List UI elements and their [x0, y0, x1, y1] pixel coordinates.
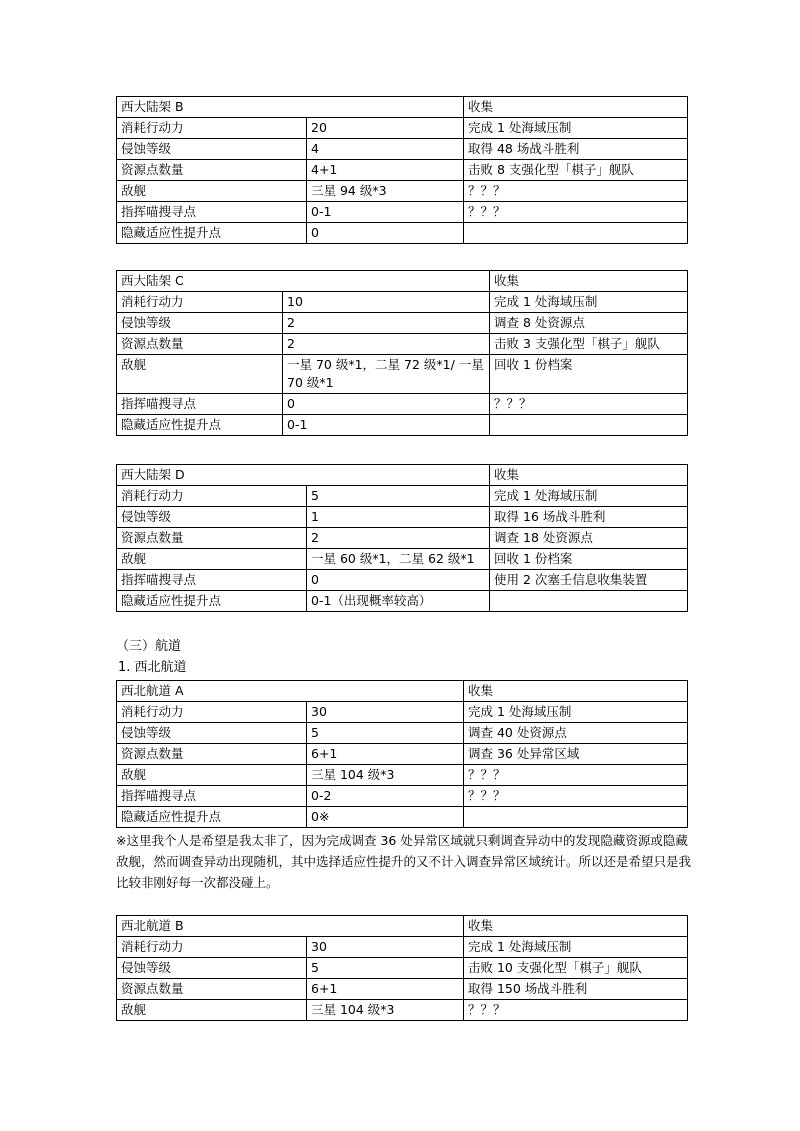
table-row [117, 786, 688, 807]
table-row [117, 394, 688, 415]
row-label: 敌舰 [117, 765, 307, 786]
table-header-row [117, 97, 688, 118]
table-header-row [117, 916, 688, 937]
row-collect: 完成 1 处海域压制 [464, 702, 688, 723]
table-row [117, 937, 688, 958]
row-label: 指挥喵搜寻点 [117, 394, 283, 415]
table-row [117, 765, 688, 786]
table-title: 西大陆架 B [117, 97, 464, 118]
row-collect: ？？？ [464, 786, 688, 807]
row-label: 消耗行动力 [117, 937, 307, 958]
row-value: 2 [283, 334, 490, 355]
row-label: 消耗行动力 [117, 292, 283, 313]
table-row [117, 807, 688, 828]
table-row [117, 591, 688, 612]
table-row [117, 744, 688, 765]
table-row [117, 507, 688, 528]
row-label: 指挥喵搜寻点 [117, 786, 307, 807]
row-label: 资源点数量 [117, 979, 307, 1000]
row-label: 消耗行动力 [117, 118, 307, 139]
table-row [117, 528, 688, 549]
row-label: 敌舰 [117, 549, 307, 570]
table-row [117, 160, 688, 181]
table-row [117, 702, 688, 723]
table-west-shelf-c [116, 270, 688, 436]
row-label: 资源点数量 [117, 334, 283, 355]
row-collect: ？？？ [490, 394, 688, 415]
row-label: 消耗行动力 [117, 702, 307, 723]
row-value: 1 [307, 507, 490, 528]
table-row [117, 570, 688, 591]
row-value: 0※ [307, 807, 464, 828]
row-value: 一星 70 级*1，二星 72 级*1/ 一星 70 级*1 [283, 355, 490, 394]
row-value: 5 [307, 958, 464, 979]
row-collect [490, 415, 688, 436]
table-row [117, 139, 688, 160]
table-row [117, 181, 688, 202]
row-label: 资源点数量 [117, 744, 307, 765]
row-collect: 调查 40 处资源点 [464, 723, 688, 744]
row-label: 消耗行动力 [117, 486, 307, 507]
collect-header: 收集 [490, 271, 688, 292]
table-row [117, 334, 688, 355]
row-value: 5 [307, 723, 464, 744]
table-row [117, 958, 688, 979]
row-value: 一星 60 级*1，二星 62 级*1 [307, 549, 490, 570]
row-label: 资源点数量 [117, 528, 307, 549]
row-label: 隐藏适应性提升点 [117, 415, 283, 436]
table-row [117, 486, 688, 507]
row-collect: 完成 1 处海域压制 [490, 292, 688, 313]
row-collect: 取得 48 场战斗胜利 [464, 139, 688, 160]
row-label: 侵蚀等级 [117, 958, 307, 979]
table-title: 西北航道 B [117, 916, 464, 937]
row-label: 侵蚀等级 [117, 507, 307, 528]
row-value: 0-1（出现概率较高） [307, 591, 490, 612]
row-collect: ？？？ [464, 1000, 688, 1021]
row-value: 6+1 [307, 744, 464, 765]
table-row [117, 723, 688, 744]
row-value: 4 [307, 139, 464, 160]
row-label: 敌舰 [117, 355, 283, 394]
row-label: 侵蚀等级 [117, 723, 307, 744]
table-title: 西大陆架 D [117, 465, 490, 486]
row-collect: ？？？ [464, 765, 688, 786]
row-value: 4+1 [307, 160, 464, 181]
table-header-row [117, 681, 688, 702]
row-value: 10 [283, 292, 490, 313]
table-row [117, 223, 688, 244]
row-collect: 回收 1 份档案 [490, 355, 688, 394]
table-row [117, 202, 688, 223]
collect-header: 收集 [490, 465, 688, 486]
row-label: 隐藏适应性提升点 [117, 223, 307, 244]
row-collect: ？？？ [464, 202, 688, 223]
row-collect: 调查 36 处异常区域 [464, 744, 688, 765]
row-value: 30 [307, 937, 464, 958]
table-row [117, 118, 688, 139]
row-value: 0-1 [307, 202, 464, 223]
row-collect: 完成 1 处海域压制 [490, 486, 688, 507]
table-header-row [117, 465, 688, 486]
row-collect [464, 807, 688, 828]
row-value: 三星 104 级*3 [307, 765, 464, 786]
row-collect: 取得 16 场战斗胜利 [490, 507, 688, 528]
collect-header: 收集 [464, 916, 688, 937]
table-title: 西大陆架 C [117, 271, 490, 292]
row-collect: 取得 150 场战斗胜利 [464, 979, 688, 1000]
table-row [117, 415, 688, 436]
row-label: 指挥喵搜寻点 [117, 570, 307, 591]
row-label: 指挥喵搜寻点 [117, 202, 307, 223]
row-value: 三星 94 级*3 [307, 181, 464, 202]
row-label: 隐藏适应性提升点 [117, 591, 307, 612]
table-row [117, 979, 688, 1000]
table-northwest-passage-b [116, 915, 688, 1021]
row-value: 6+1 [307, 979, 464, 1000]
row-collect: 完成 1 处海域压制 [464, 937, 688, 958]
footnote: ※这里我个人是希望是我太非了，因为完成调查 36 处异常区域就只剩调查异动中的发现隐藏资源或隐藏敌舰，然而调查异动出现随机，其中选择适应性提升的又不计入调查异常区域统计。所以还是希望只是我比较非刚好每一次都没碰上。 [116, 833, 692, 890]
row-label: 资源点数量 [117, 160, 307, 181]
row-value: 0 [283, 394, 490, 415]
table-row [117, 313, 688, 334]
table-header-row [117, 271, 688, 292]
row-collect: 击败 3 支强化型「棋子」舰队 [490, 334, 688, 355]
row-collect: 击败 10 支强化型「棋子」舰队 [464, 958, 688, 979]
row-value: 三星 104 级*3 [307, 1000, 464, 1021]
table-row [117, 355, 688, 394]
table-row [117, 1000, 688, 1021]
table-west-shelf-b [116, 96, 688, 244]
row-value: 20 [307, 118, 464, 139]
row-value: 0 [307, 570, 490, 591]
row-value: 2 [283, 313, 490, 334]
row-collect: ？？？ [464, 181, 688, 202]
row-collect: 调查 8 处资源点 [490, 313, 688, 334]
row-collect: 回收 1 份档案 [490, 549, 688, 570]
table-row [117, 292, 688, 313]
row-collect: 完成 1 处海域压制 [464, 118, 688, 139]
row-value: 2 [307, 528, 490, 549]
row-collect: 击败 8 支强化型「棋子」舰队 [464, 160, 688, 181]
subsection-heading: 1. 西北航道 [118, 660, 187, 675]
row-collect [464, 223, 688, 244]
table-title: 西北航道 A [117, 681, 464, 702]
row-value: 30 [307, 702, 464, 723]
collect-header: 收集 [464, 681, 688, 702]
row-value: 5 [307, 486, 490, 507]
row-collect [490, 591, 688, 612]
row-collect: 使用 2 次塞壬信息收集装置 [490, 570, 688, 591]
row-label: 侵蚀等级 [117, 313, 283, 334]
row-value: 0-1 [283, 415, 490, 436]
section-heading: （三）航道 [116, 639, 182, 654]
row-collect: 调查 18 处资源点 [490, 528, 688, 549]
row-value: 0-2 [307, 786, 464, 807]
row-label: 隐藏适应性提升点 [117, 807, 307, 828]
row-label: 敌舰 [117, 1000, 307, 1021]
table-west-shelf-d [116, 464, 688, 612]
table-row [117, 549, 688, 570]
table-northwest-passage-a [116, 680, 688, 828]
row-label: 侵蚀等级 [117, 139, 307, 160]
row-value: 0 [307, 223, 464, 244]
row-label: 敌舰 [117, 181, 307, 202]
collect-header: 收集 [464, 97, 688, 118]
